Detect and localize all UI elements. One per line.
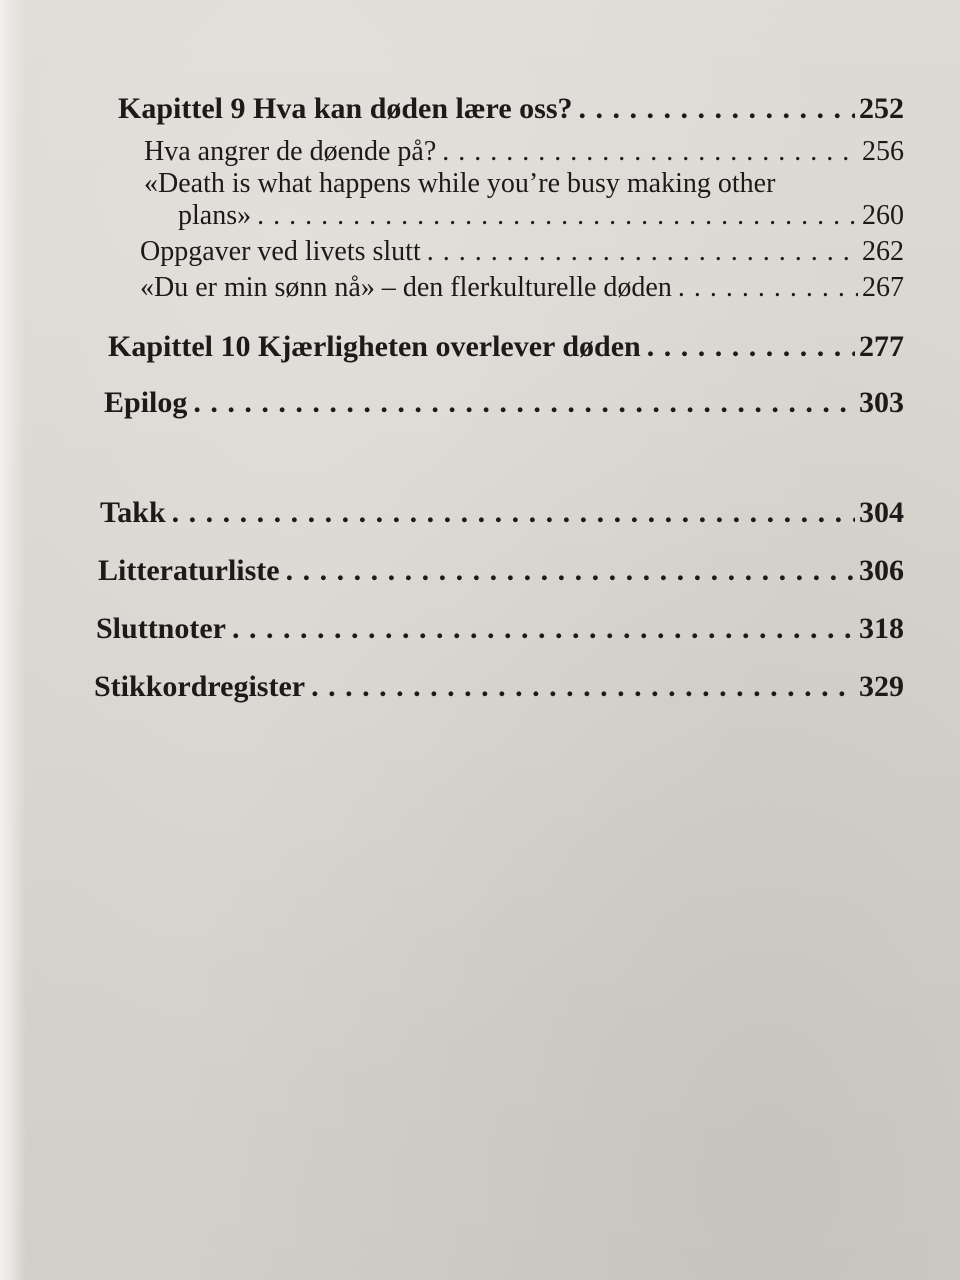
- toc-entry-sluttnoter: [96, 612, 904, 646]
- toc-title: Epilog: [104, 386, 188, 419]
- toc-entry-takk: [100, 496, 904, 530]
- toc-page-number: 252: [859, 92, 904, 125]
- toc-entry-sub-4: [140, 272, 904, 304]
- dot-leader: [193, 386, 855, 420]
- toc-page-number: 318: [859, 612, 904, 645]
- toc-title: Kapittel 10 Kjærligheten overlever døden: [108, 330, 641, 363]
- toc-title: «Du er min sønn nå» – den flerkulturelle døden: [140, 272, 672, 303]
- toc-sub-2-first-line: «Death is what happens while you’re busy making other: [144, 168, 776, 199]
- toc-page-number: 260: [862, 200, 904, 231]
- dot-leader: [427, 236, 858, 268]
- toc-page-number: 306: [859, 554, 904, 587]
- toc-title: plans»: [178, 200, 252, 231]
- dot-leader: [311, 670, 855, 704]
- toc-title: Sluttnoter: [96, 612, 226, 645]
- toc-title: Takk: [100, 496, 166, 529]
- toc-page-number: 329: [859, 670, 904, 703]
- toc-entry-stikkordregister: [94, 670, 904, 704]
- toc-page-number: 304: [859, 496, 904, 529]
- dot-leader: [232, 612, 855, 646]
- toc-title: Stikkordregister: [94, 670, 306, 703]
- dot-leader: [442, 136, 858, 168]
- toc-title: Oppgaver ved livets slutt: [140, 236, 421, 267]
- toc-title: Kapittel 9 Hva kan døden lære oss?: [118, 92, 573, 125]
- toc-entry-litteraturliste: [98, 554, 904, 588]
- dot-leader: [172, 496, 855, 530]
- toc-page-number: 256: [862, 136, 904, 167]
- toc-title: Hva angrer de døende på?: [144, 136, 437, 167]
- dot-leader: [286, 554, 855, 588]
- toc-entry-epilog: [104, 386, 904, 420]
- dot-leader: [579, 92, 856, 126]
- dot-leader: [678, 272, 858, 304]
- toc-page-number: 267: [862, 272, 904, 303]
- page-edge: [0, 0, 26, 1280]
- toc-page-number: 303: [859, 386, 904, 419]
- toc-entry-sub-3: [140, 236, 904, 268]
- toc-title: Litteraturliste: [98, 554, 280, 587]
- dot-leader: [257, 200, 858, 232]
- toc-entry-sub-1: [144, 136, 904, 168]
- toc-entry-chapter-10: [108, 330, 904, 364]
- toc-entry-chapter-9: [118, 92, 904, 126]
- toc-page-number: 277: [859, 330, 904, 363]
- toc-page-number: 262: [862, 236, 904, 267]
- toc-entry-sub-2: [178, 200, 904, 232]
- dot-leader: [647, 330, 855, 364]
